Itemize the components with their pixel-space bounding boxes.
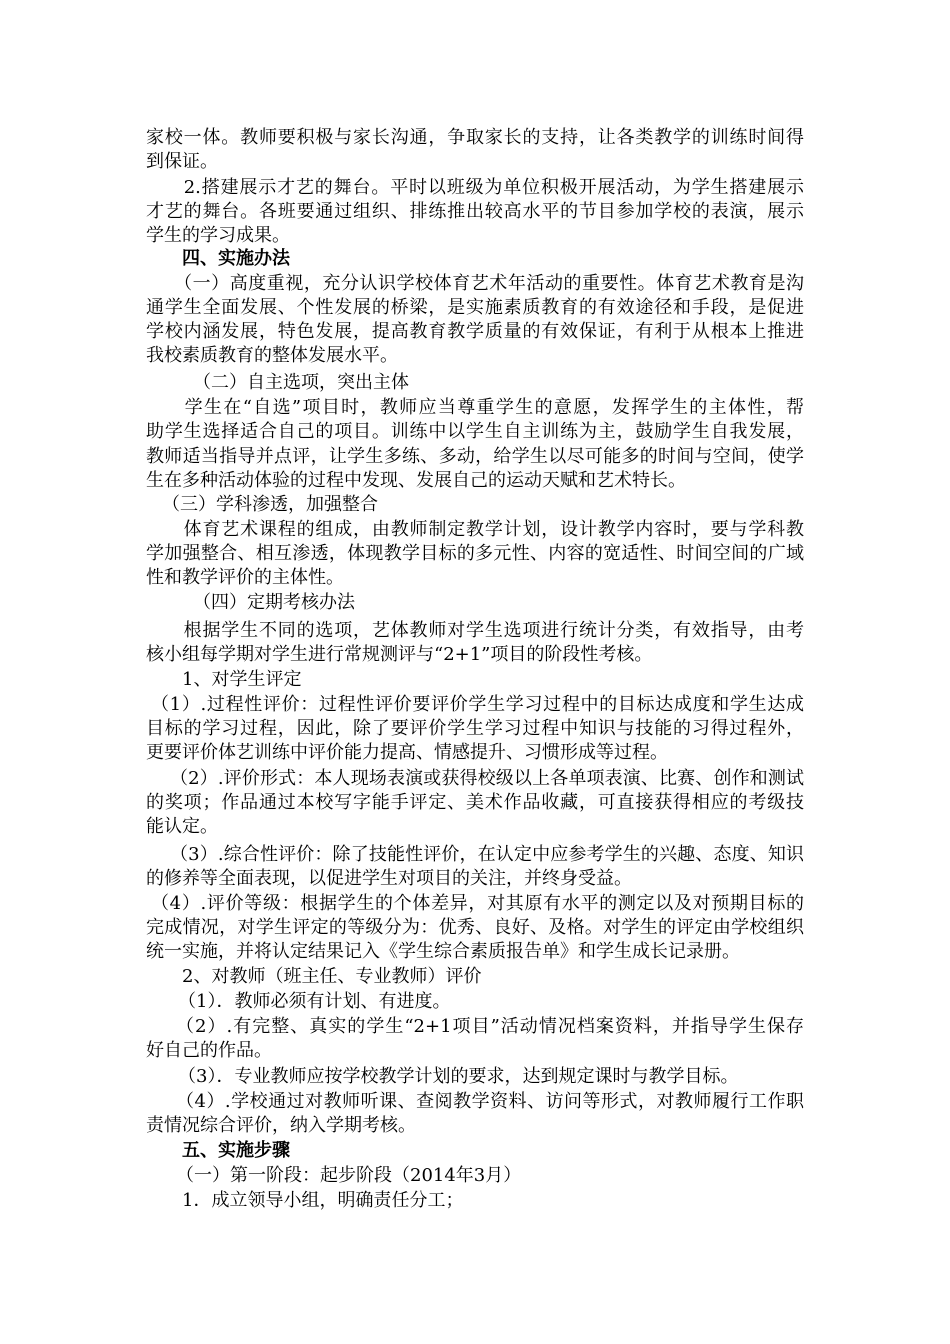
text-line: （一）高度重视，充分认识学校体育艺术年活动的重要性。体育艺术教育是沟: [146, 273, 804, 294]
text-line: 学生在“自选”项目时，教师应当尊重学生的意愿，发挥学生的主体性，帮: [146, 397, 804, 418]
text-line: 统一实施，并将认定结果记入《学生综合素质报告单》和学生成长记录册。: [146, 941, 740, 962]
text-line: 2、对教师（班主任、专业教师）评价: [146, 966, 482, 987]
section-heading: 五、实施步骤: [146, 1140, 290, 1161]
text-line: 学生的学习成果。: [146, 225, 290, 246]
text-line: 到保证。: [146, 151, 218, 172]
text-line: （3）．专业教师应按学校教学计划的要求，达到规定课时与教学目标。: [178, 1066, 739, 1087]
text-line: （4）.学校通过对教师听课、查阅教学资料、访问等形式，对教师履行工作职: [176, 1091, 804, 1112]
text-line: 生在多种活动体验的过程中发现、发展自己的运动天赋和艺术特长。: [146, 470, 686, 491]
text-line: 1、对学生评定: [146, 669, 302, 690]
text-line: （1）．教师必须有计划、有进度。: [178, 991, 451, 1012]
text-line: 根据学生不同的选项，艺体教师对学生选项进行统计分类，有效指导，由考: [146, 620, 804, 641]
text-line: 的奖项；作品通过本校写字能手评定、美术作品收藏，可直接获得相应的考级技: [146, 792, 804, 813]
text-line: （3）.综合性评价：除了技能性评价，在认定中应参考学生的兴趣、态度、知识: [170, 844, 804, 865]
text-line: 助学生选择适合自己的项目。训练中以学生自主训练为主，鼓励学生自我发展，: [146, 421, 804, 442]
text-line: 完成情况，对学生评定的等级分为：优秀、良好、及格。对学生的评定由学校组织: [146, 917, 804, 938]
text-line: 体育艺术课程的组成，由教师制定教学计划，设计教学内容时，要与学科教: [146, 519, 804, 540]
text-line: 2.搭建展示才艺的舞台。平时以班级为单位积极开展活动，为学生搭建展示: [146, 177, 804, 198]
text-line: 通学生全面发展、个性发展的桥梁，是实施素质教育的有效途径和手段，是促进: [146, 297, 804, 318]
text-line: 1．成立领导小组，明确责任分工；: [146, 1190, 464, 1211]
text-line: 核小组每学期对学生进行常规测评与“2+1”项目的阶段性考核。: [146, 644, 653, 665]
text-line: （1）.过程性评价：过程性评价要评价学生学习过程中的目标达成度和学生达成: [151, 694, 804, 715]
text-line: 的修养等全面表现，以促进学生对项目的关注，并终身受益。: [146, 868, 632, 889]
text-line: 教师适当指导并点评，让学生多练、多动，给学生以尽可能多的时间与空间，使学: [146, 446, 804, 467]
text-line: 家校一体。教师要积极与家长沟通，争取家长的支持，让各类教学的训练时间得: [146, 127, 804, 148]
text-line: （2）.有完整、真实的学生“2+1项目”活动情况档案资料，并指导学生保存: [176, 1016, 804, 1037]
text-line: 我校素质教育的整体发展水平。: [146, 345, 398, 366]
text-line: 学加强整合、相互渗透，体现教学目标的多元性、内容的宽适性、时间空间的广域: [146, 543, 804, 564]
subsection-heading: （一）第一阶段：起步阶段（2014年3月）: [176, 1165, 522, 1186]
text-line: （2）.评价形式：本人现场表演或获得校级以上各单项表演、比赛、创作和测试: [170, 768, 804, 789]
subsection-heading: （三）学科渗透，加强整合: [162, 494, 378, 515]
text-line: 更要评价体艺训练中评价能力提高、情感提升、习惯形成等过程。: [146, 742, 668, 763]
text-line: 能认定。: [146, 816, 218, 837]
text-line: 性和教学评价的主体性。: [146, 567, 344, 588]
text-line: 学校内涵发展，特色发展，提高教育教学质量的有效保证，有利于从根本上推进: [146, 321, 804, 342]
text-line: 好自己的作品。: [146, 1040, 272, 1061]
text-line: 目标的学习过程，因此，除了要评价学生学习过程中知识与技能的习得过程外，: [146, 718, 804, 739]
subsection-heading: （四）定期考核办法: [166, 592, 355, 613]
text-line: 责情况综合评价，纳入学期考核。: [146, 1115, 416, 1136]
text-line: （4）.评价等级：根据学生的个体差异，对其原有水平的测定以及对预期目标的: [151, 893, 804, 914]
subsection-heading: （二）自主选项，突出主体: [166, 372, 409, 393]
text-line: 才艺的舞台。各班要通过组织、排练推出较高水平的节目参加学校的表演，展示: [146, 201, 804, 222]
section-heading: 四、实施办法: [146, 248, 290, 269]
